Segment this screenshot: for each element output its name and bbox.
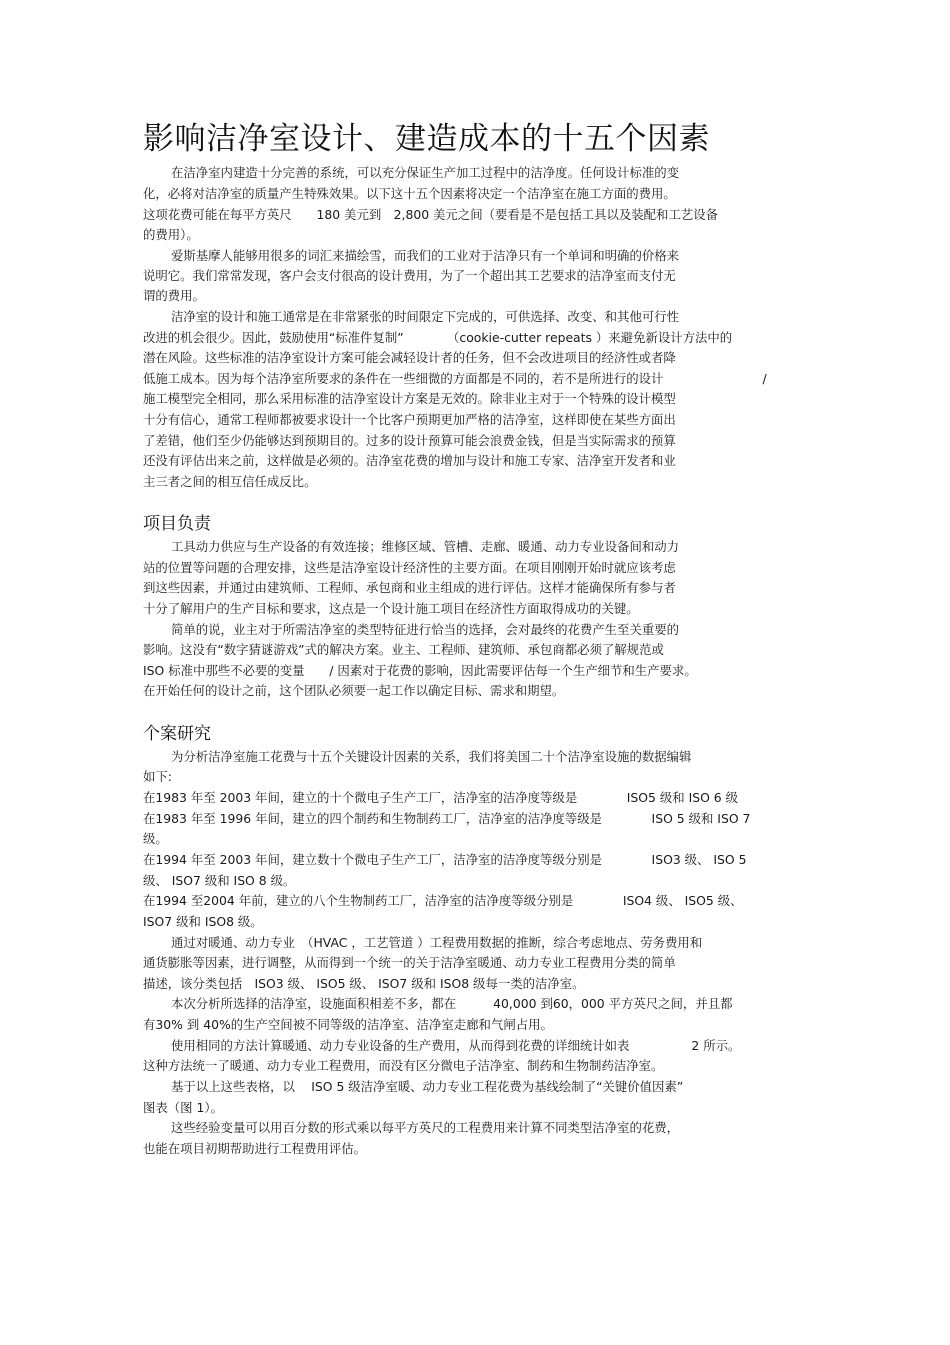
paragraph-line: 如下: — [143, 769, 172, 784]
paragraph-line: 影响。这没有“数字猜谜游戏”式的解决方案。业主、工程师、建筑师、承包商都必须了解规范或 — [143, 642, 664, 657]
paragraph-line: 描述，该分类包括 ISO3 级、 ISO5 级、 ISO7 级和 ISO8 级每一类的洁净室。 — [143, 976, 585, 991]
paragraph-line: 爱斯基摩人能够用很多的词汇来描绘雪，而我们的工业对于洁净只有一个单词和明确的价格来 — [171, 248, 680, 263]
paragraph-line: 也能在项目初期帮助进行工程费用评估。 — [143, 1141, 367, 1156]
paragraph-line: 通过对暖通、动力专业 （HVAC ，工艺管道 ）工程费用数据的推断，综合考虑地点、劳务费用和 — [171, 935, 703, 950]
paragraph-line: 通货膨胀等因素，进行调整，从而得到一个统一的关于洁净室暖通、动力专业工程费用分类的简单 — [143, 955, 676, 970]
paragraph-line: 改进的机会很少。因此，鼓励使用“标准件复制” （cookie-cutter repeats ）来避免新设计方法中的 — [143, 330, 733, 345]
paragraph-line: 了差错，他们至少仍能够达到预期目的。过多的设计预算可能会浪费金钱，但是当实际需求的预算 — [143, 433, 676, 448]
paragraph-line: 级、 ISO7 级和 ISO 8 级。 — [143, 873, 296, 888]
paragraph-line: 这种方法统一了暖通、动力专业工程费用，而没有区分微电子洁净室、制药和生物制药洁净室。 — [143, 1058, 664, 1073]
paragraph-line: 在开始任何的设计之前，这个团队必须要一起工作以确定目标、需求和期望。 — [143, 683, 565, 698]
paragraph-line: 还没有评估出来之前，这样做是必须的。洁净室花费的增加与设计和施工专家、洁净室开发者和业 — [143, 453, 676, 468]
paragraph-line: 使用相同的方法计算暖通、动力专业设备的生产费用，从而得到花费的详细统计如表 2 所示。 — [171, 1038, 741, 1053]
paragraph-line: 本次分析所选择的洁净室，设施面积相差不多，都在 40,000 到60，000 平方英尺之间，并且都 — [171, 996, 733, 1011]
paragraph-line: 施工模型完全相同，那么采用标准的洁净室设计方案是无效的。除非业主对于一个特殊的设计模型 — [143, 391, 676, 406]
paragraph-line: 级。 — [143, 831, 168, 846]
paragraph-line: 主三者之间的相互信任成反比。 — [143, 474, 317, 489]
document-title: 影响洁净室设计、建造成本的十五个因素 — [143, 121, 710, 157]
paragraph-line: 说明它。我们常常发现，客户会支付很高的设计费用，为了一个超出其工艺要求的洁净室而支付无 — [143, 268, 676, 283]
paragraph-line: 站的位置等问题的合理安排，这些是洁净室设计经济性的主要方面。在项目刚刚开始时就应该考虑 — [143, 560, 676, 575]
paragraph-line: 基于以上这些表格，以 ISO 5 级洁净室暖、动力专业工程花费为基线绘制了“关键价值因素” — [171, 1079, 684, 1094]
paragraph-line: 在1983 年至 1996 年间，建立的四个制药和生物制药工厂，洁净室的洁净度等级是 ISO 5 级和 ISO 7 — [143, 811, 751, 826]
paragraph-line: 在1994 年至 2003 年间，建立数十个微电子生产工厂，洁净室的洁净度等级分别是 ISO3 级、 ISO 5 — [143, 852, 747, 867]
paragraph-line: 潜在风险。这些标准的洁净室设计方案可能会减轻设计者的任务，但不会改进项目的经济性或者降 — [143, 350, 676, 365]
paragraph-line: ISO 标准中那些不必要的变量 / 因素对于花费的影响，因此需要评估每一个生产细节和生产要求。 — [143, 663, 697, 678]
paragraph-line: 的费用）。 — [143, 227, 199, 242]
paragraph-line: 到这些因素，并通过由建筑师、工程师、承包商和业主组成的进行评估。这样才能确保所有参与者 — [143, 580, 676, 595]
paragraph-line: ISO7 级和 ISO8 级。 — [143, 914, 263, 929]
paragraph-line: 有30% 到 40%的生产空间被不同等级的洁净室、洁净室走廊和气闸占用。 — [143, 1017, 553, 1032]
paragraph-line: 简单的说，业主对于所需洁净室的类型特征进行恰当的选择，会对最终的花费产生至关重要的 — [171, 622, 680, 637]
paragraph-line: 洁净室的设计和施工通常是在非常紧张的时间限定下完成的，可供选择、改变、和其他可行性 — [171, 309, 680, 324]
section-heading-case-study: 个案研究 — [143, 724, 211, 744]
paragraph-line: 低施工成本。因为每个洁净室所要求的条件在一些细微的方面都是不同的，若不是所进行的设计 / — [143, 371, 767, 386]
section-heading-project: 项目负责 — [143, 514, 211, 534]
paragraph-line: 谓的费用。 — [143, 288, 205, 303]
paragraph-line: 在1983 年至 2003 年间，建立的十个微电子生产工厂，洁净室的洁净度等级是 ISO5 级和 ISO 6 级 — [143, 790, 739, 805]
paragraph-line: 图表（图 1）。 — [143, 1100, 223, 1115]
paragraph-line: 在洁净室内建造十分完善的系统，可以充分保证生产加工过程中的洁净度。任何设计标准的变 — [171, 165, 680, 180]
paragraph-line: 十分了解用户的生产目标和要求，这点是一个设计施工项目在经济性方面取得成功的关键。 — [143, 601, 639, 616]
paragraph-line: 在1994 至2004 年前，建立的八个生物制药工厂，洁净室的洁净度等级分别是 ISO4 级、 ISO5 级、 — [143, 893, 743, 908]
paragraph-line: 这项花费可能在每平方英尺 180 美元到 2,800 美元之间（要看是不是包括工具以及装配和工艺设备 — [143, 207, 719, 222]
paragraph-line: 十分有信心，通常工程师都被要求设计一个比客户预期更加严格的洁净室，这样即使在某些方面出 — [143, 412, 676, 427]
paragraph-line: 这些经验变量可以用百分数的形式乘以每平方英尺的工程费用来计算不同类型洁净室的花费， — [171, 1120, 680, 1135]
paragraph-line: 为分析洁净室施工花费与十五个关键设计因素的关系，我们将美国二十个洁净室设施的数据编辑 — [171, 749, 692, 764]
paragraph-line: 化，必将对洁净室的质量产生特殊效果。以下这十五个因素将决定一个洁净室在施工方面的费用。 — [143, 186, 676, 201]
paragraph-line: 工具动力供应与生产设备的有效连接；维修区域、管槽、走廊、暖通、动力专业设备间和动力 — [171, 539, 680, 554]
